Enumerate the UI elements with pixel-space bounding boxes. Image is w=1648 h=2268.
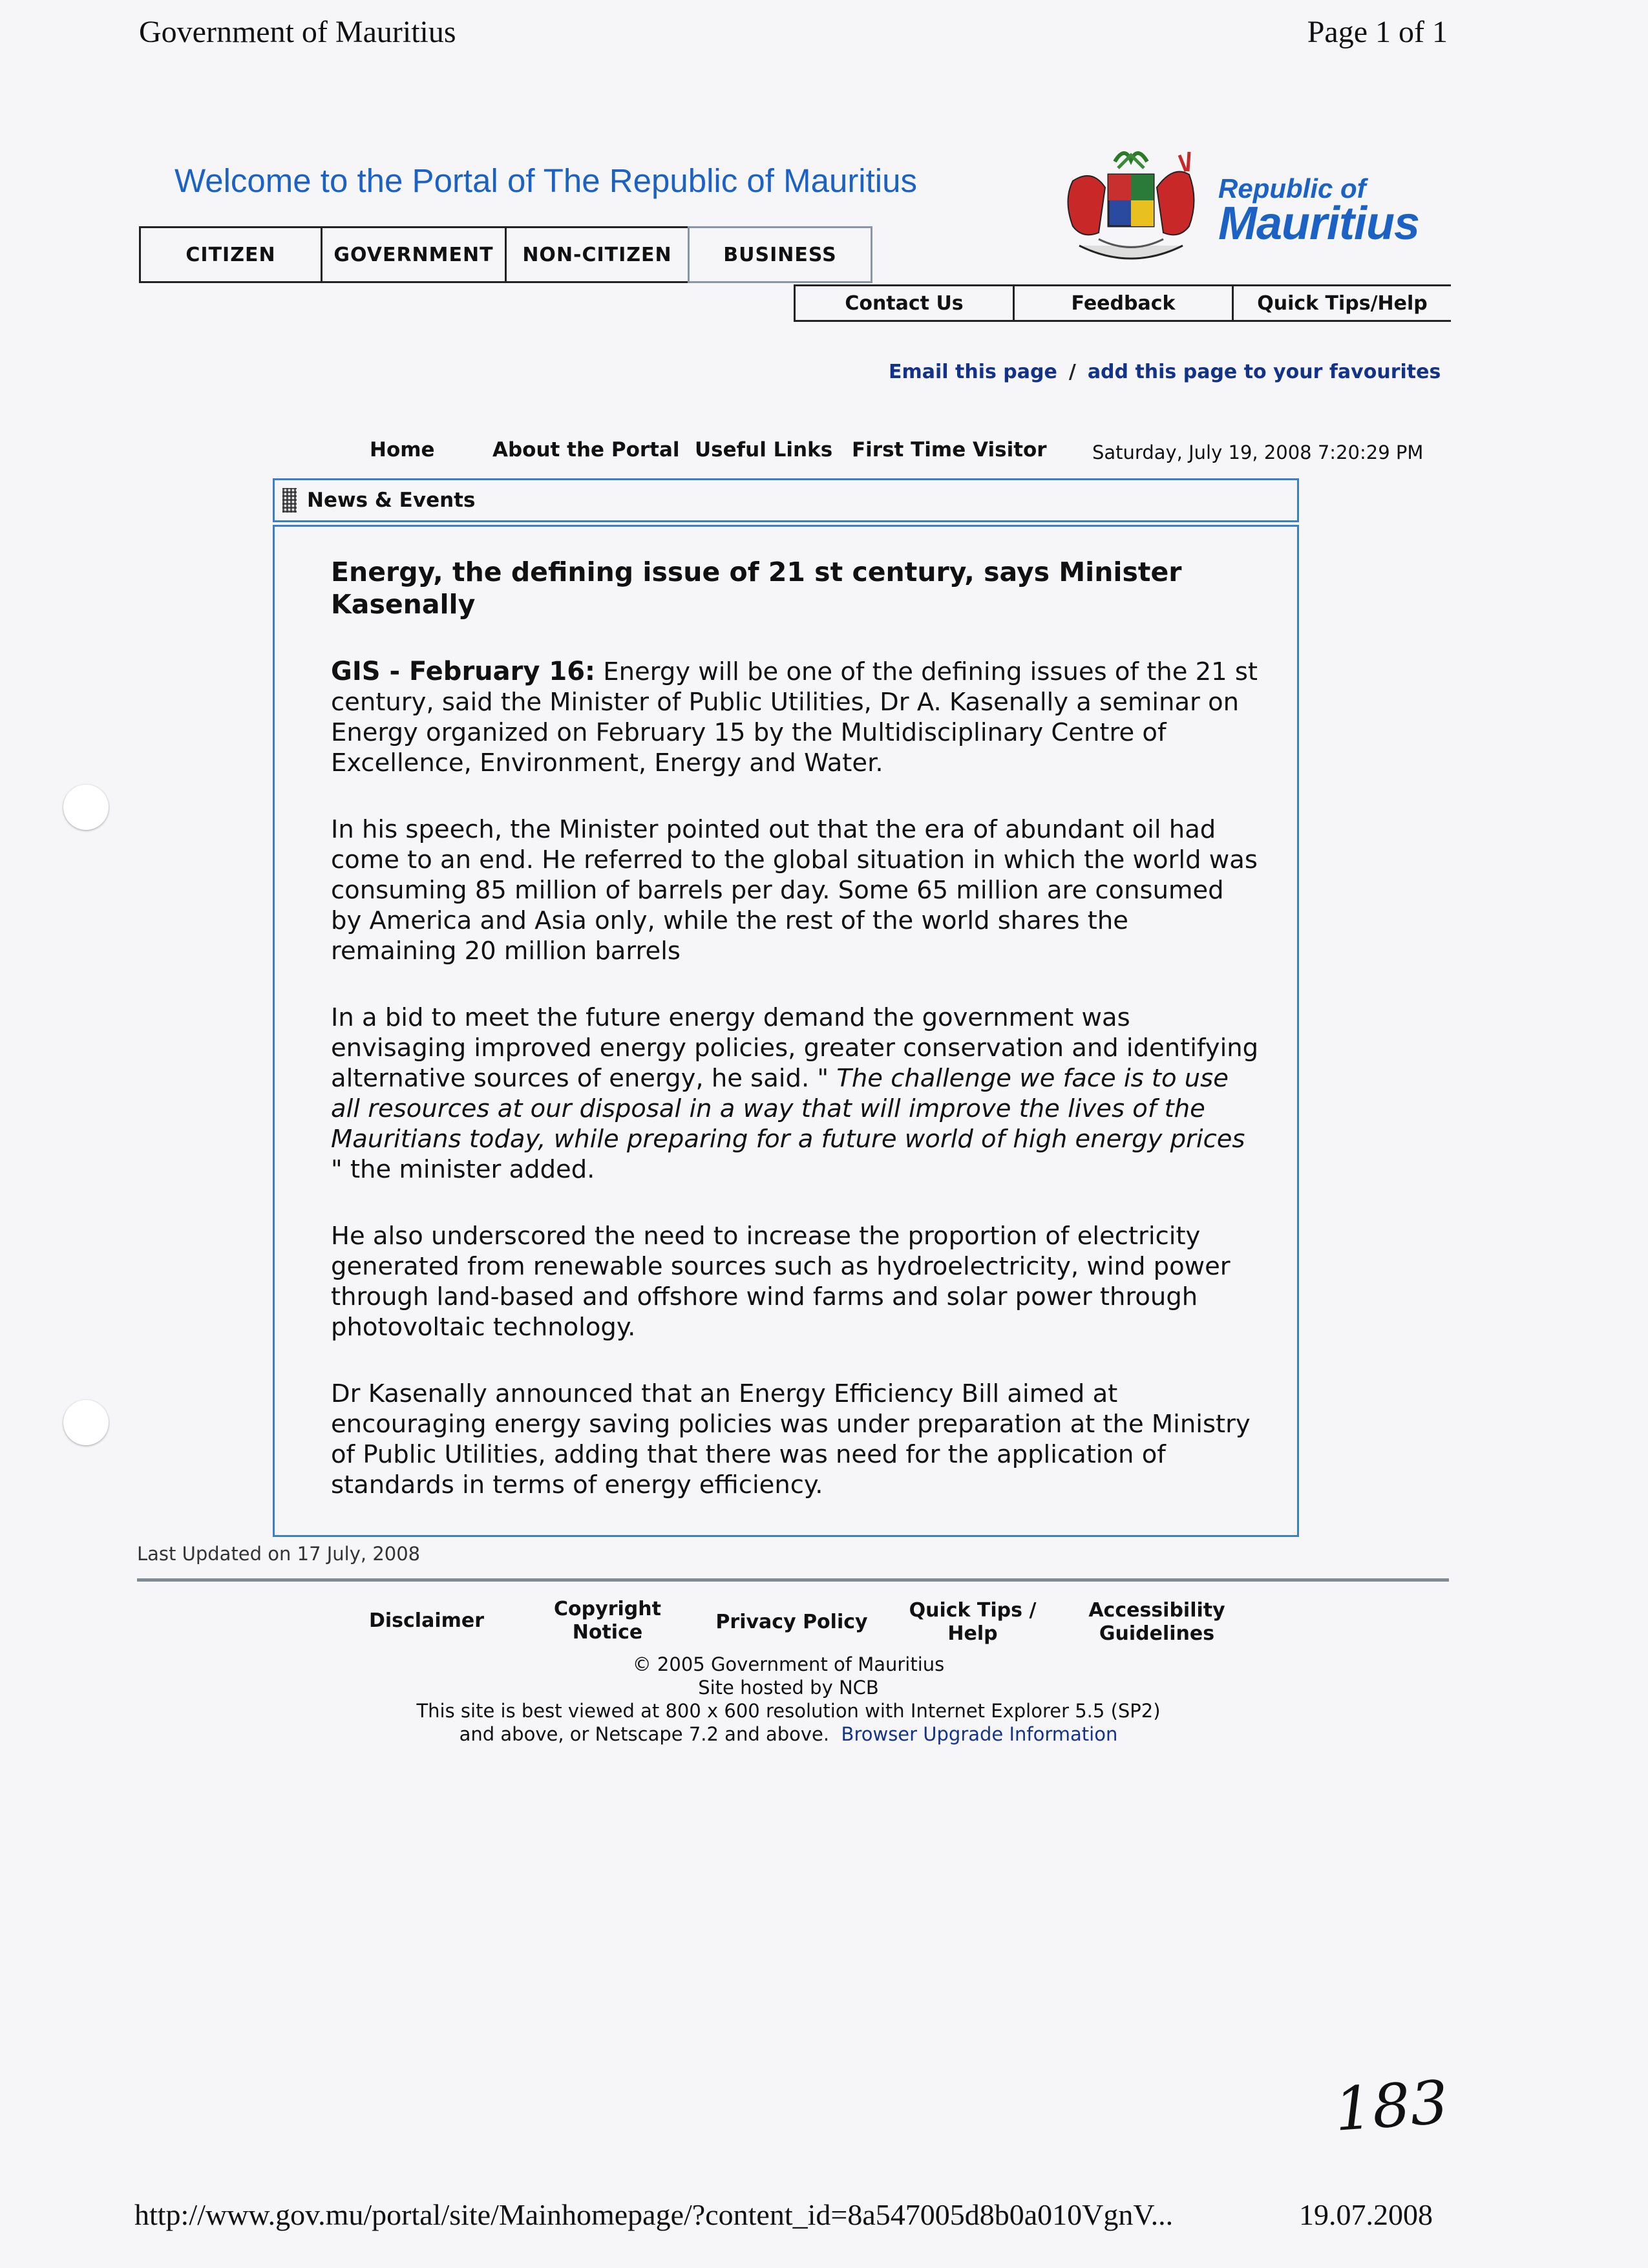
article-paragraph: Dr Kasenally announced that an Energy Efficiency Bill aimed at encouraging energy saving policies was under preparation at the Ministry of Public Utilities, adding that there was need for the application of standards in terms of energy efficiency. [331, 1379, 1251, 1500]
menu-about-portal[interactable]: About the Portal [492, 438, 680, 461]
browser-upgrade-link[interactable]: Browser Upgrade Information [841, 1723, 1118, 1745]
copyright-notice-link[interactable]: Copyright Notice [554, 1598, 661, 1644]
print-header-title: Government of Mauritius [139, 15, 456, 49]
best-viewed-text: This site is best viewed at 800 x 600 resolution with Internet Explorer 5.5 (SP2) [416, 1700, 1161, 1722]
handwritten-page-number: 183 [1332, 2068, 1451, 2145]
tab-business[interactable]: BUSINESS [688, 226, 872, 283]
feedback-link[interactable]: Feedback [1013, 284, 1232, 322]
current-datetime: Saturday, July 19, 2008 7:20:29 PM [1092, 441, 1424, 463]
menu-useful-links[interactable]: Useful Links [695, 438, 833, 461]
quick-tips-help-footer-link[interactable]: Quick Tips / Help [909, 1599, 1037, 1645]
hosted-by-text: Site hosted by NCB [698, 1677, 879, 1699]
article-paragraph: In a bid to meet the future energy demand the government was envisaging improved energy policies, greater conservation and identifying alternative sources of energy, he said. " The challenge we face is to use all resources at our disposal in a way that will improve the lives of the Mauritians today, while preparing for a future world of high energy prices " the minister added. [331, 1003, 1259, 1184]
menu-home[interactable]: Home [370, 438, 435, 461]
tab-non-citizen[interactable]: NON-CITIZEN [507, 226, 690, 283]
portal-welcome-title: Welcome to the Portal of The Republic of Mauritius [174, 162, 917, 199]
article-headline: Energy, the defining issue of 21 st century, says Minister Kasenally [331, 556, 1182, 620]
article-paragraph: He also underscored the need to increase the proportion of electricity generated from renewable sources such as hydroelectricity, wind power through land-based and offshore wind farms and solar power through photovoltaic technology. [331, 1222, 1231, 1342]
best-viewed-text-2: and above, or Netscape 7.2 and above. Browser Upgrade Information [459, 1723, 1118, 1745]
actions-separator: / [1068, 361, 1076, 383]
disclaimer-link[interactable]: Disclaimer [368, 1609, 485, 1632]
copyright-text: © 2005 Government of Mauritius [632, 1653, 945, 1675]
contact-us-link[interactable]: Contact Us [794, 284, 1013, 322]
minister-quote: The challenge we face is to use all resources at our disposal in a way that will improve the lives of the Mauritians today, while preparing for a future world of high energy prices [331, 1064, 1245, 1154]
email-page-link[interactable]: Email this page [889, 361, 1057, 383]
menu-first-time-visitor[interactable]: First Time Visitor [852, 438, 1047, 461]
add-favourites-link[interactable]: add this page to your favourites [1087, 361, 1441, 383]
article-paragraph: In his speech, the Minister pointed out that the era of abundant oil had come to an end. He referred to the global situation in which the world was consuming 85 million of barrels per day. Some 65 million are consumed by America and Asia only, while the rest of the world shares the remaining 20 million barrels [331, 815, 1258, 966]
article-paragraph: GIS - February 16: Energy will be one of the defining issues of the 21 st century, said the Minister of Public Utilities, Dr A. Kasenally a seminar on Energy organized on February 15 by the Multidisciplinary Centre of Excellence, Environment, Energy and Water. [331, 657, 1258, 778]
privacy-policy-link[interactable]: Privacy Policy [715, 1611, 868, 1633]
news-section-title: News & Events [307, 489, 476, 512]
print-date: 19.07.2008 [1299, 2198, 1433, 2231]
footer-divider [137, 1578, 1449, 1582]
main-nav-tabs [139, 226, 872, 283]
logo-mauritius: Mauritius [1218, 198, 1420, 249]
accessibility-guidelines-link[interactable]: Accessibility Guidelines [1088, 1599, 1225, 1645]
tab-government[interactable]: GOVERNMENT [322, 226, 507, 283]
last-updated: Last Updated on 17 July, 2008 [137, 1543, 421, 1565]
grid-bullet-icon [282, 488, 297, 513]
tab-citizen[interactable]: CITIZEN [139, 226, 322, 283]
coat-of-arms-icon [1053, 142, 1209, 278]
punch-hole [63, 785, 109, 830]
print-page-number: Page 1 of 1 [1307, 15, 1448, 49]
print-url: http://www.gov.mu/portal/site/Mainhomepage/?content_id=8a547005d8b0a010VgnV... [134, 2198, 1174, 2231]
news-section-header [273, 478, 1299, 522]
punch-hole [63, 1400, 109, 1445]
logo-republic-of: Republic of [1218, 173, 1366, 204]
utility-links [794, 284, 1451, 322]
news-article [331, 556, 1262, 1536]
quick-tips-help-link[interactable]: Quick Tips/Help [1232, 284, 1451, 322]
page-actions [889, 361, 1441, 383]
article-dateline: GIS - February 16: [331, 657, 596, 686]
